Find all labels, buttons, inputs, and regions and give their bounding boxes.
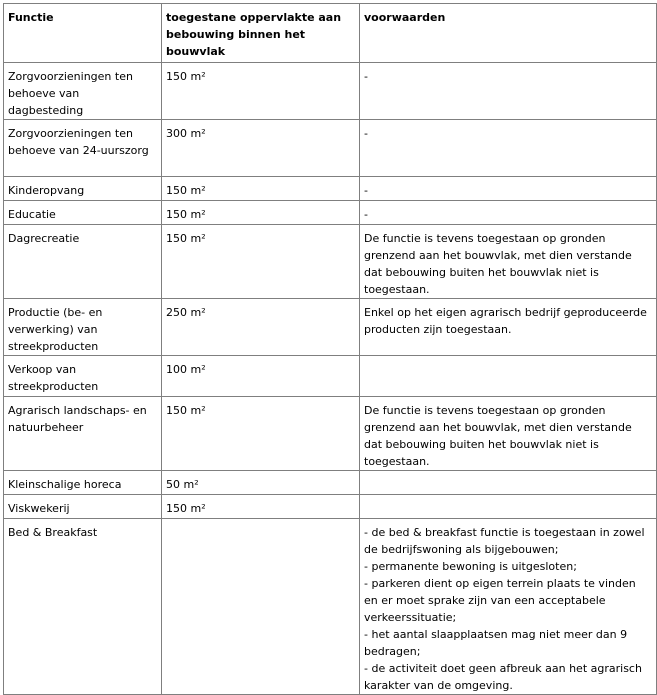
table-body — [4, 63, 657, 695]
table-row — [4, 177, 657, 201]
condition-line: - — [364, 127, 368, 140]
cell-voorwaarden — [360, 495, 657, 519]
cell-voorwaarden — [360, 471, 657, 495]
cell-functie: Educatie — [4, 201, 162, 225]
cell-functie: Kleinschalige horeca — [4, 471, 162, 495]
table-row — [4, 120, 657, 177]
table-row — [4, 63, 657, 120]
header-oppervlakte: toegestane oppervlakte aan bebouwing binnen het bouwvlak — [162, 4, 360, 63]
table-row — [4, 356, 657, 397]
cell-oppervlakte: 150 m² — [162, 177, 360, 201]
cell-functie: Kinderopvang — [4, 177, 162, 201]
table-row — [4, 225, 657, 299]
cell-functie: Dagrecreatie — [4, 225, 162, 299]
cell-oppervlakte: 150 m² — [162, 495, 360, 519]
header-voorwaarden: voorwaarden — [360, 4, 657, 63]
cell-oppervlakte: 300 m² — [162, 120, 360, 177]
cell-functie: Viskwekerij — [4, 495, 162, 519]
cell-functie: Productie (be- en verwerking) van streekproducten — [4, 299, 162, 356]
cell-oppervlakte: 250 m² — [162, 299, 360, 356]
cell-voorwaarden — [360, 519, 657, 695]
condition-line: - — [364, 184, 368, 197]
cell-oppervlakte: 150 m² — [162, 201, 360, 225]
header-functie: Functie — [4, 4, 162, 63]
condition-line: - de activiteit doet geen afbreuk aan het agrarisch karakter van de omgeving. — [364, 662, 642, 692]
table-row — [4, 471, 657, 495]
condition-line: - — [364, 208, 368, 221]
condition-line: - — [364, 70, 368, 83]
cell-voorwaarden — [360, 356, 657, 397]
condition-line: - permanente bewoning is uitgesloten; — [364, 560, 577, 573]
table-row — [4, 519, 657, 695]
cell-oppervlakte: 50 m² — [162, 471, 360, 495]
cell-voorwaarden — [360, 63, 657, 120]
cell-functie: Agrarisch landschaps- en natuurbeheer — [4, 397, 162, 471]
condition-line: - parkeren dient op eigen terrein plaats te vinden en er moet sprake zijn van een acceptabele verkeerssituatie; — [364, 577, 636, 624]
functions-table — [3, 3, 657, 695]
cell-oppervlakte: 150 m² — [162, 397, 360, 471]
condition-line: - de bed & breakfast functie is toegestaan in zowel de bedrijfswoning als bijgebouwen; — [364, 526, 645, 556]
condition-line: De functie is tevens toegestaan op gronden grenzend aan het bouwvlak, met dien verstande dat bebouwing buiten het bouwvlak niet is toegestaan. — [364, 404, 632, 468]
cell-oppervlakte: 100 m² — [162, 356, 360, 397]
cell-voorwaarden — [360, 225, 657, 299]
cell-functie: Zorgvoorzieningen ten behoeve van dagbesteding — [4, 63, 162, 120]
table-header-row — [4, 4, 657, 63]
cell-voorwaarden — [360, 397, 657, 471]
cell-functie: Bed & Breakfast — [4, 519, 162, 695]
cell-voorwaarden — [360, 177, 657, 201]
cell-oppervlakte — [162, 519, 360, 695]
cell-oppervlakte: 150 m² — [162, 225, 360, 299]
condition-line: De functie is tevens toegestaan op gronden grenzend aan het bouwvlak, met dien verstande dat bebouwing buiten het bouwvlak niet is toegestaan. — [364, 232, 632, 296]
table-row — [4, 397, 657, 471]
table-row — [4, 495, 657, 519]
cell-voorwaarden — [360, 201, 657, 225]
cell-voorwaarden — [360, 120, 657, 177]
cell-voorwaarden — [360, 299, 657, 356]
table-row — [4, 299, 657, 356]
cell-functie: Zorgvoorzieningen ten behoeve van 24-uurszorg — [4, 120, 162, 177]
cell-functie: Verkoop van streekproducten — [4, 356, 162, 397]
table-row — [4, 201, 657, 225]
condition-line: Enkel op het eigen agrarisch bedrijf geproduceerde producten zijn toegestaan. — [364, 306, 647, 336]
condition-line: - het aantal slaapplaatsen mag niet meer dan 9 bedragen; — [364, 628, 628, 658]
cell-oppervlakte: 150 m² — [162, 63, 360, 120]
